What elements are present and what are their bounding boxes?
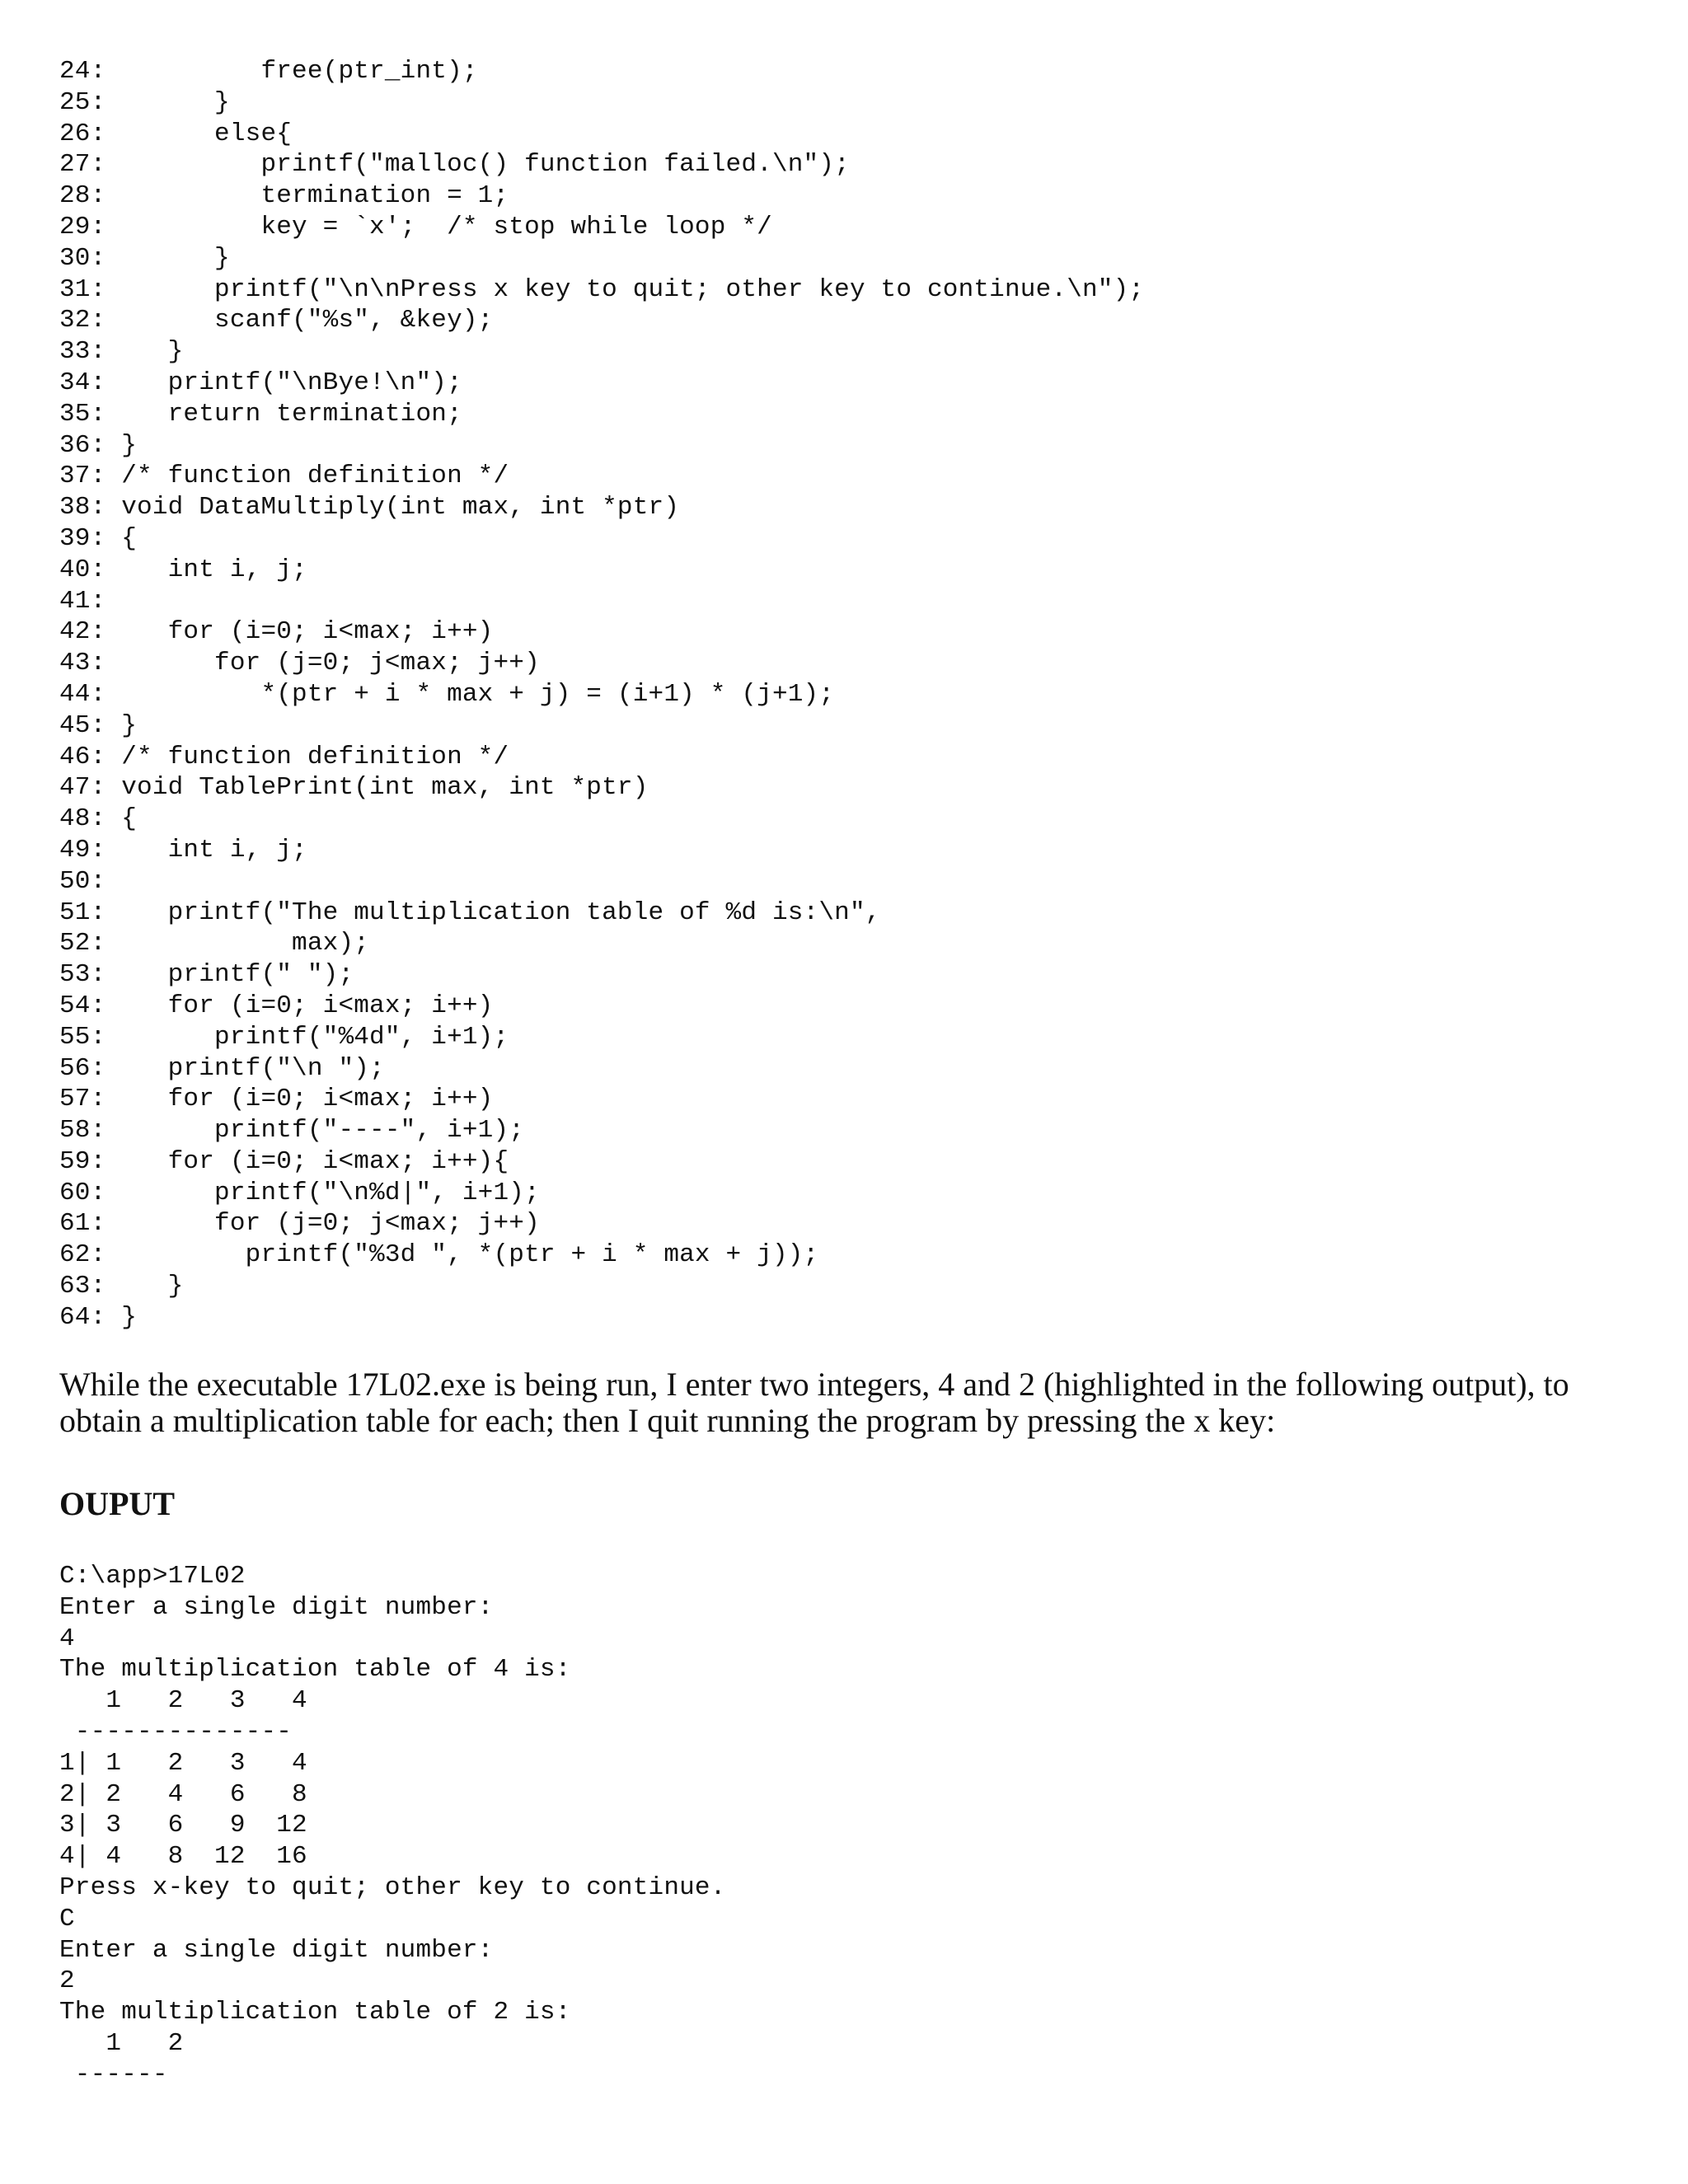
code-line: 29: key = `x'; /* stop while loop */ [59, 212, 772, 241]
code-line: 55: printf("%4d", i+1); [59, 1022, 509, 1052]
code-listing [59, 56, 1625, 1333]
output-line: The multiplication table of 4 is: [59, 1655, 571, 1685]
code-line: 26: else{ [59, 119, 293, 148]
code-line: 43: for (j=0; j<max; j++) [59, 649, 540, 678]
output-line: Enter a single digit number: [59, 1592, 494, 1622]
code-line: 32: scanf("%s", &key); [59, 306, 494, 335]
code-line: 54: for (i=0; i<max; i++) [59, 991, 494, 1020]
code-line: 28: termination = 1; [59, 181, 509, 211]
code-line: 52: max); [59, 929, 370, 958]
code-line: 38: void DataMultiply(int max, int *ptr) [59, 493, 680, 523]
code-line: 59: for (i=0; i<max; i++){ [59, 1146, 509, 1176]
output-line: Press x-key to quit; other key to continue. [59, 1872, 726, 1902]
output-line: The multiplication table of 2 is: [59, 1998, 571, 2027]
code-line: 40: int i, j; [59, 555, 307, 584]
output-line: 1| 1 2 3 4 [59, 1748, 307, 1778]
code-line: 45: } [59, 710, 138, 740]
code-line: 62: printf("%3d ", *(ptr + i * max + j)); [59, 1240, 819, 1270]
code-line: 31: printf("\n\nPress x key to quit; other key to continue.\n"); [59, 274, 1145, 304]
console-output [59, 1561, 726, 2091]
code-line: 30: } [59, 243, 230, 273]
output-line: 1 2 3 4 [59, 1686, 307, 1716]
output-line: Enter a single digit number: [59, 1935, 494, 1965]
code-line: 46: /* function definition */ [59, 742, 509, 771]
code-line: 24: free(ptr_int); [59, 57, 478, 86]
output-line: 2| 2 4 6 8 [59, 1779, 307, 1809]
output-line: 1 2 [59, 2028, 184, 2058]
code-line: 53: printf(" "); [59, 960, 354, 990]
code-line: 50: [59, 866, 106, 896]
output-line: 4| 4 8 12 16 [59, 1842, 307, 1872]
output-line: C:\app>17L02 [59, 1562, 246, 1591]
output-line: C [59, 1904, 75, 1933]
code-line: 25: } [59, 87, 230, 117]
code-line: 63: } [59, 1272, 184, 1301]
code-line: 48: { [59, 804, 138, 834]
code-line: 61: for (j=0; j<max; j++) [59, 1209, 540, 1239]
code-line: 49: int i, j; [59, 835, 307, 865]
output-heading: OUPUT [59, 1485, 175, 1522]
output-line: -------------- [59, 1717, 293, 1746]
code-line: 36: } [59, 430, 138, 460]
code-line: 60: printf("\n%d|", i+1); [59, 1178, 540, 1207]
code-line: 34: printf("\nBye!\n"); [59, 368, 462, 397]
code-line: 64: } [59, 1302, 138, 1332]
code-line: 33: } [59, 337, 184, 367]
code-line: 27: printf("malloc() function failed.\n"); [59, 150, 850, 180]
code-line: 39: { [59, 523, 138, 553]
code-line: 47: void TablePrint(int max, int *ptr) [59, 773, 649, 803]
output-line: 3| 3 6 9 12 [59, 1811, 307, 1840]
code-line: 37: /* function definition */ [59, 462, 509, 491]
code-line: 51: printf("The multiplication table of %d is:\n", [59, 898, 881, 927]
code-line: 35: return termination; [59, 399, 462, 429]
code-line: 57: for (i=0; i<max; i++) [59, 1085, 494, 1114]
code-line: 44: *(ptr + i * max + j) = (i+1) * (j+1); [59, 679, 835, 709]
code-line: 41: [59, 586, 106, 616]
document-page [59, 56, 1625, 2089]
output-line: 2 [59, 1966, 75, 1996]
code-line: 56: printf("\n "); [59, 1053, 385, 1083]
code-line: 42: for (i=0; i<max; i++) [59, 617, 494, 647]
output-line: ------ [59, 2060, 168, 2089]
code-line: 58: printf("----", i+1); [59, 1116, 525, 1146]
explanation-paragraph: While the executable 17L02.exe is being run, I enter two integers, 4 and 2 (highlighted in the following output), to obtain a multiplication table for each; then I quit running the program by pressing the x key: [59, 1366, 1569, 1439]
output-line: 4 [59, 1624, 75, 1653]
